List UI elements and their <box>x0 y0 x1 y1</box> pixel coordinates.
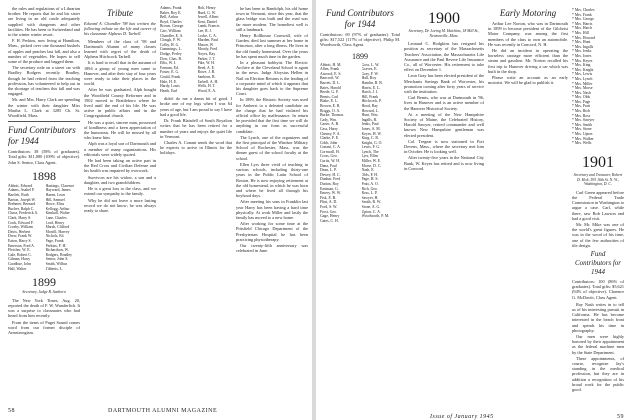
paragraph: Carl Bemis, who was at Dartmouth in '96, lives in Hanover and is an active member of the Hanover Historical Society. <box>404 95 484 111</box>
name-entry: Senior, John S. <box>45 257 69 262</box>
name-entry: King, C. B. <box>361 136 379 141</box>
name-entry: Carr, William <box>160 28 181 33</box>
right-col-4 <box>572 150 624 393</box>
class-secretary: Secretary and Treasurer, Robert D. Holt, 593 16th St. N. W., Washington, D. C. <box>573 173 623 187</box>
name-entry: * Mrs. Smith <box>572 122 592 127</box>
name-entry: Emerson, Fred A. <box>8 243 35 248</box>
name-entry: * Mrs. Jones <box>572 53 592 58</box>
name-entry: Sanborn, B. <box>197 74 216 79</box>
name-entry: Cook, Edward F. <box>8 220 34 225</box>
name-entry: Blake, E. L. <box>320 99 339 104</box>
paragraph: From the items of Puget Sound comes word from our former disciple of Armstrongism. <box>8 319 80 335</box>
name-entry: Locke, C. A. <box>197 33 217 38</box>
name-entry: Curtis, W. H. <box>320 159 340 164</box>
name-entry: Dow, Chas. B. <box>160 56 183 61</box>
name-entry: Harris, E. L. <box>361 85 381 90</box>
name-entry: Richardson, W. <box>45 248 69 253</box>
right-col-1 <box>320 6 400 223</box>
name-entry: Dana, Paul <box>320 163 337 168</box>
name-entry: Bowen, E. R. <box>320 103 341 108</box>
tribute-intro: Edward A. Chandler '98 has written the following tribute on the life and career of his classmate Alpheus D. Tarbell. <box>84 21 156 37</box>
name-entry: Flint, A. D. <box>320 200 338 205</box>
class-secretary: Secretary, Judge B. Sanborn <box>22 290 66 295</box>
name-entry: Morse, D. C. <box>361 163 382 168</box>
name-entry: Clough, F. W. <box>160 38 181 43</box>
contributor-list <box>160 6 232 93</box>
paragraph: It is hard to recall that in the autumn of 1894 a group of young men came to Hanover, and after their stay of four years were ready to take their places in the world. <box>84 60 156 87</box>
divider <box>8 121 80 122</box>
name-entry: Holt, Henry <box>197 6 216 10</box>
name-entry: * Mrs. Keyes <box>572 58 593 63</box>
name-entry: Dodge, Perley <box>160 51 182 56</box>
right-col-2 <box>404 6 484 172</box>
name-entry: Hazen, Leon <box>45 193 65 198</box>
name-entry: Lewis, F. G. <box>361 145 381 150</box>
paragraph: After twenty-five years in the National City Bank, W. Keyes has retired and is now living in Concord. <box>404 155 484 171</box>
name-entry: * Mrs. Frank <box>572 12 592 17</box>
name-entry: Eaton, Harry S. <box>8 239 32 243</box>
fund-summary: Contributors: 38 (58% of graduates). Total gifts: $11,080 (109% of objective). John S. Senior, Class Agent. <box>8 149 80 165</box>
paragraph: Please write an account as an early motorist. We will be glad to publish it. <box>488 75 568 86</box>
name-entry: Moody, Fred <box>197 47 218 52</box>
name-entry: Pratt, A. O. <box>361 182 379 187</box>
name-entry: Dutton, Roy <box>320 182 339 187</box>
name-entry: Colby, H. G. <box>160 42 180 47</box>
name-entry: Chase, Frederick A. <box>8 211 39 216</box>
name-entry: Gould, Frank <box>160 74 181 79</box>
name-entry: * Mrs. Lewis <box>572 72 593 77</box>
name-entry: Bartlett, Ruth <box>8 193 29 198</box>
fund-heading: Fund Contributors for 1944 <box>326 8 394 29</box>
name-entry: Knight, G. O. <box>361 140 383 145</box>
name-entry: * Mrs. Knight <box>572 67 594 72</box>
name-entry: * Mrs. Howard <box>572 35 596 40</box>
name-entry: Cass, Harry <box>320 126 338 131</box>
name-entry: Olds, F. H. <box>361 172 378 177</box>
name-entry: Emery, W. W. <box>320 191 341 196</box>
paragraph: Col. Tregear is now stationed in Fort Devens, Mass., where the secretary met him in October. He is looking well. <box>404 138 484 155</box>
page-number: 58 <box>8 408 15 414</box>
name-entry: Farnum, Ed. <box>160 65 179 70</box>
name-entry: Perkins, F. H. <box>45 243 67 248</box>
name-entry: Boyd, Charles <box>160 19 182 24</box>
paragraph: He is a great loss to the class, and we extend our sympathy to the family. <box>84 186 156 197</box>
name-entry: * Mrs. Lynch <box>572 76 593 81</box>
paragraph: Ellen Lyrs three vivid of teaching in various schools, including thirty-one years in the Public Latin School of Boston. He is now enjoying retirement at the old homestead, in which he was born and where he lived all through his boyhood days. <box>236 161 308 199</box>
name-entry: Smith, R. W. <box>361 200 382 205</box>
name-entry: Briggs, O. A. <box>320 108 341 113</box>
paragraph: Our men were highly honored by their appointment as the federal machine men by the State Department. <box>572 334 624 355</box>
contributor-list <box>320 63 400 224</box>
paragraph: The New York Times, Aug. 20, reported the death of F. W. Wunderlich. It was a surprise to classmates who had heard from him recently. <box>8 297 80 319</box>
name-entry: Atwood, E. S. <box>320 71 342 76</box>
right-page <box>314 0 628 420</box>
name-entry: Rowe, J. B. <box>197 70 216 75</box>
name-entry: Ross, L. P. <box>361 191 378 196</box>
name-entry: Lane, Charles <box>45 216 67 221</box>
paragraph: Survivors are his widow, a son and a daughter, and two grandchildren. <box>84 174 156 185</box>
fund-heading: Fund Contributors for 1944 <box>574 250 622 277</box>
name-entry: Tibbetts, L. <box>45 266 63 271</box>
name-entry: * Mrs. Rich <box>572 109 591 114</box>
name-entry: Wells, H. T. <box>197 84 216 89</box>
name-entry: Barrett, D. L. <box>320 80 341 85</box>
name-entry: Kellogg, Arthur <box>45 206 70 211</box>
paragraph: After he was graduated, Alph bought the Woodfield County Reformer and in 1902 moved to Brattleboro where he lived until the end of his life. He was active in public affairs and in the Congregational church. <box>84 87 156 119</box>
paragraph: Arthur Lee Norton, who was in Dartmouth in 1899 to become president of the Gilchrist Motor Company, was among the first members of the class to own an automobile. He was recently in Concord, N. H. <box>488 21 568 47</box>
name-entry: Gilman, Harry <box>8 257 31 262</box>
left-col-2 <box>84 6 156 214</box>
name-entry: Dean, L. P. <box>320 168 337 173</box>
paragraph: Why he did not leave a more lasting record we do not know; he was always ready to share. <box>84 197 156 213</box>
name-entry: * Mrs. Pratt <box>572 104 591 109</box>
name-entry: Hill, Frank <box>361 94 379 99</box>
page-number: 59 <box>617 414 624 420</box>
name-entry: Hitchcock, P. <box>361 99 382 104</box>
name-entry: Upton, C. A. <box>361 209 381 214</box>
name-entry: Dunbar, Fred <box>320 177 341 182</box>
paragraph: Leon Gray has been elected president of the Merchants Savings Bank of Worcester, his promotion coming after forty years of service with the institution. <box>404 73 484 95</box>
name-entry: Rich, Geo. <box>361 186 378 191</box>
fund-summary: Contributors: 69 (97% of graduates). Total gifts: $17,522 (117% of objective). Philip M. Woodworth, Class Agent. <box>320 32 400 48</box>
name-entry: Clark, Harry S. <box>8 216 32 221</box>
name-entry: Rodgers, Bradley <box>45 252 73 257</box>
name-entry: Brown, George <box>160 24 184 29</box>
fund-summary: Contributors: 100 (86% of graduates). Total gifts: $5,621 (94% of objective). Clarence G. McDavitt, Class Agent. <box>572 279 624 300</box>
name-entry: Eastman, G. <box>320 186 339 191</box>
name-entry: Hamlin, B. B. <box>361 80 383 85</box>
name-entry: * Mrs. Nash <box>572 90 591 95</box>
name-entry: Clarke, F. E. <box>320 136 339 141</box>
name-entry: Wood, E. A. <box>197 88 217 93</box>
name-entry: Fisk, E. B. <box>320 195 337 200</box>
name-entry: Cobb, John <box>320 140 338 145</box>
paragraph: He did an incident in operating the horseless carriage more efficient than the steam and gasoline. Mr. Norton recalled his first trip to Hanover driving a car which was built in the shop. <box>488 48 568 74</box>
name-entry: Hurd, G. W. <box>197 10 216 15</box>
paragraph: Dr. Frank Blaisdell of South Royalton writes that he has been retired for a number of years and enjoys the quiet life in Vermont. <box>160 118 232 139</box>
left-col-1 <box>8 6 80 336</box>
paragraph: The Lynch, one of the organizers and the first principal of the Windsor Military School of Rochester, Mass. was the dinner guest of the school faculty at the school. <box>236 134 308 161</box>
name-entry: Abbott, H. M. <box>320 62 342 67</box>
name-entry: Cummings, L. <box>160 47 182 52</box>
name-entry: * Mrs. Walker <box>572 136 594 141</box>
name-entry: * Mrs. George <box>572 17 594 22</box>
name-entry: Keyes, H. W. <box>361 131 382 136</box>
left-col-3 <box>160 6 232 157</box>
name-entry: * Mrs. Wells <box>572 141 592 146</box>
class-year-heading: 1899 <box>32 275 56 290</box>
name-entry: * Mrs. Ingalls <box>572 44 594 49</box>
name-entry: Conant, C. A. <box>320 145 341 150</box>
name-entry: Carter, A. B. <box>320 122 340 127</box>
name-entry: * Mrs. Sawyer <box>572 118 595 123</box>
name-entry: Crosby, William <box>8 225 33 230</box>
name-entry: Smith, Wilbur <box>45 261 68 266</box>
name-entry: Hood, Ray <box>361 103 378 108</box>
name-entry: * Mrs. King <box>572 63 591 68</box>
paragraph: At a meeting of the New Hampshire Society of Maine, the Celebrated History, Harold Sawyer, retired commander and well known New Hampshire gentleman was elected president. <box>404 111 484 138</box>
name-entry: Hill, Samuel <box>45 197 65 202</box>
name-entry: Hayward, James <box>45 188 71 193</box>
name-entry: * Mrs. Hill <box>572 30 589 35</box>
class-secretary: Secretary, Dr. Loring M. Hutchins, 18 Mill St., Newtonville, Mass. <box>408 29 480 38</box>
name-entry: Nichols, Ed. <box>45 234 65 239</box>
name-entry: Gray, F. W. <box>361 71 379 76</box>
name-entry: Morrill, Harvey <box>45 229 70 234</box>
left-col-4 <box>236 6 308 254</box>
name-entry: Gale, Robert C. <box>8 252 32 257</box>
name-entry: Hastings, Clarence <box>45 183 75 188</box>
name-entry: Foster, E. G. <box>160 70 180 75</box>
name-entry: * Mrs. Page <box>572 99 591 104</box>
name-entry: Jones, A. M. <box>361 126 381 131</box>
name-entry: Goss, L. W. <box>361 62 380 67</box>
paragraph: He was a quiet, sincere man, possessed of kindliness and a keen appreciation of the humorous. He will be missed by all who knew him. <box>84 119 156 141</box>
paragraph: Members of the class of '98 and Dartmouth Alumni of many classes learned with regret of the death of Alpheus Hitchcock Tarbell. <box>84 38 156 60</box>
name-entry: * Mrs. Miller <box>572 81 593 86</box>
name-entry: Burke, Thomas <box>320 113 344 118</box>
name-entry: Page, H. S. <box>361 177 379 182</box>
name-entry: Goodhue, John <box>8 261 31 266</box>
name-entry: Mason, W. <box>197 42 214 47</box>
name-entry: Heath, Earl <box>160 88 178 93</box>
name-entry: Ellis, W. J. <box>160 61 177 66</box>
paragraph: didn't do me a damn bit of good. I broke one of my legs when I was 64 years of age, but I am proud to say I have had a good life. <box>160 96 232 117</box>
name-entry: Tarbell, A. H. <box>197 79 219 84</box>
paragraph: Mr. and Mrs. Harry Clark are spending the winter with their daughter Miss Martha L. Clark at 3285 Ch. St. Woodfield, Mass. <box>8 97 80 119</box>
name-entry: Kimball, Walter <box>45 211 70 216</box>
magazine-title: DARTMOUTH ALUMNI MAGAZINE <box>108 408 218 414</box>
name-entry: Brehmer, Bernard <box>8 202 36 207</box>
name-entry: Hunt, Wm. <box>361 113 379 118</box>
name-entry: Dewey, H. C. <box>320 172 341 177</box>
name-entry: Pike, W. H. <box>197 61 215 66</box>
paragraph: In 1899, the Historic Society was used for Amherst to a defeated candidate on the charge that he had violated his official office by malfeasance. In return he provided that the first time we will do anything in our form as successful candidate. <box>236 97 308 134</box>
motoring-heading: Early Motoring <box>499 8 557 18</box>
right-col-3 <box>488 6 568 86</box>
paragraph: These appointments, of course, recognize Jay's standing in the medical profession, but they are in addition a recognition of his broad work for the public good. <box>572 355 624 393</box>
name-entry: Gates, C. H. <box>320 218 339 223</box>
name-entry: Woodworth, P. M. <box>361 214 390 219</box>
name-entry: * Mrs. Morse <box>572 86 593 91</box>
name-entry: Davis, Herbert <box>8 229 31 234</box>
issue-title: Issue of January 1945 <box>430 414 494 420</box>
name-entry: Cady, Wm. <box>320 117 338 122</box>
name-entry: Gage, Henry <box>320 214 340 219</box>
name-entry: Lord, Henry <box>45 220 65 225</box>
name-entry: Sawyer, H. <box>361 195 379 200</box>
name-entry: Bemis, Carl <box>320 94 339 99</box>
name-entry: Lyrs, Ellen <box>361 154 379 159</box>
name-entry: * Mrs. Ross <box>572 113 591 118</box>
name-entry: Fletcher, W. E. <box>8 248 31 253</box>
name-entry: Bates, Harold <box>320 85 341 90</box>
name-entry: Reed, A. E. <box>197 65 215 70</box>
contributor-list <box>8 184 80 271</box>
name-entry: Kent, Daniel <box>197 19 217 24</box>
memorial-list <box>572 8 624 146</box>
paragraph: After working for some time at the Pittsfield Chicago Department of the Presbyterian Hospital he has been practicing physiotherapy. <box>236 221 308 242</box>
name-entry: Lynch, The <box>361 149 379 154</box>
name-entry: Marsh, Clifford <box>45 225 70 230</box>
name-entry: Beede, G. F. <box>320 90 339 95</box>
paragraph: Leonard C. Hodgkins has resigned his position as secretary of the Massachusetts Teachers' Association, the Massachusetts Life Assurance and the Paul Revere Life Insurance Co., all of Worcester. His retirement to take effect on December 1. <box>404 41 484 73</box>
name-entry: Frost, Geo. <box>320 209 337 214</box>
name-entry: * Mrs. Olds <box>572 95 591 100</box>
name-entry: Cornwall, H. <box>320 149 340 154</box>
paragraph: Ray Nash writes in to tell us of his interesting pursuit in California. He has become interested in the beach front and spends his time in photography. <box>572 301 624 333</box>
name-entry: Graves, E. <box>361 67 378 72</box>
paragraph: He had been taking an active part in the Red Cross and Civilian Defense and his health was impaired by overwork. <box>84 158 156 174</box>
name-entry: Howe, Elias <box>45 202 65 207</box>
name-entry: Baker, Roy E. <box>160 10 182 15</box>
paragraph: F. H. Perkins, now living at Hamilton, Mass., picked over one thousand bushels of apples and peaches last fall, and also a number of vegetables. He hopes to sell some of the produce and bagged them. <box>8 38 80 65</box>
name-entry: Hatch, J. J. <box>361 90 379 95</box>
name-entry: Chandler, E. A. <box>160 33 184 38</box>
name-entry: * Mrs. Hatch <box>572 26 592 31</box>
name-entry: Ford, S. W. <box>320 205 338 210</box>
name-entry: Page, Frank <box>45 239 64 243</box>
paragraph: Henry Rollhouse Cornwall, wife of Garden, died last summer at her home in Princeton, after a long illness. He lives in the old family homestead. Over the years he has spent much time in the garden. <box>236 33 308 59</box>
name-entry: Bancroft, W. <box>320 76 340 81</box>
paragraph: the rules and regulations of a Librarian brother. He reports that he and his sister are living in an old castle adequately supplied with dungeons and other facilities. He has been to Switzerland and to the winter winter resort. <box>8 6 80 38</box>
name-entry: Ingalls, R. <box>361 117 378 122</box>
name-entry: Hale, H. E. <box>160 79 177 84</box>
name-entry: Cross, Geo. <box>320 154 338 159</box>
name-entry: Jewell, Albert <box>197 15 219 20</box>
name-entry: Jenks, Paul <box>361 122 379 127</box>
name-entry: Bell, Arthur <box>160 15 179 20</box>
name-entry: Allen, Frank <box>320 67 340 72</box>
name-entry: Marden, Paul <box>197 38 218 43</box>
paragraph: Alph was a loyal son of Dartmouth and a member of many organizations. His editorials were widely quoted. <box>84 141 156 157</box>
name-entry: * Mrs. Upton <box>572 132 593 137</box>
name-entry: Miller, W. E. <box>361 159 382 164</box>
class-year-heading: 1899 <box>352 51 368 61</box>
name-entry: Bucher, Ralph C. <box>8 206 35 211</box>
paragraph: Carl Green appeared before the Federal Trade Commission in Washington to argue a case. Carl, while there, saw Bob Lawson and had a good visit. <box>572 189 624 221</box>
paragraph: After meeting his sons in Franklin last year Harry has been having a hard time physically. At work Miller and lastly the family has moved to a new home. <box>236 199 308 220</box>
name-entry: Howard, L. <box>361 108 379 113</box>
class-year-heading: 1900 <box>428 10 460 27</box>
name-entry: Abbott, Edward <box>8 183 33 188</box>
name-entry: Adams, Frank <box>160 6 182 10</box>
name-entry: Noyes, Ray <box>197 51 216 56</box>
name-entry: Adams, Asahel F. <box>8 188 35 193</box>
fund-heading: Fund Contributors for 1944 <box>8 125 76 147</box>
name-entry: * Mrs. Hunt <box>572 40 591 45</box>
name-entry: * Mrs. Charles <box>572 8 595 12</box>
paragraph: In a pleasant hobbyist The Electric Archive at the Cleveland School is again in the news. Judge Aloysius Hellen in Nail on Election Returns is the leading of a corporate mind of which it appears that his daughter goes back to the Supreme Court. <box>236 60 308 97</box>
name-entry: Barton, Joseph W. <box>8 197 36 202</box>
paragraph: The secretary rode on a street car with Bradley Rodgers recently. Bradley, though he had retired from the teaching profession, has volunteered to help out in the shortage of teachers this fall and was engaged. <box>8 65 80 97</box>
name-entry: * Mrs. Harris <box>572 21 593 26</box>
paragraph: Our twenty-fifth anniversary was celebrated in June. <box>236 242 308 254</box>
class-year-heading: 1898 <box>32 168 56 183</box>
name-entry: Hall, Walter <box>8 266 27 271</box>
tribute-heading: Tribute <box>106 8 133 18</box>
name-entry: Stone, A. G. <box>361 205 381 210</box>
name-entry: Hall, Roy <box>361 76 377 81</box>
name-entry: Lee, R. J. <box>197 28 212 33</box>
name-entry: * Mrs. Stone <box>572 127 592 132</box>
name-entry: Hardy, Louis <box>160 84 180 89</box>
paragraph: Mr. Mr. Mike was one of the world's great figures. He was in the wood of his time, one of the few authorities of tile design. <box>572 222 624 248</box>
class-year-heading: 1901 <box>582 154 614 171</box>
name-entry: Drew, Frank W. <box>8 234 33 239</box>
name-entry: Lamb, Francis <box>197 24 220 29</box>
name-entry: Cheney, F. A. <box>320 131 341 136</box>
name-entry: Nash, E. <box>361 168 375 173</box>
paragraph: Charles A. Conant sends the word that he expects to arrive in Illinois for the holidays. <box>160 139 232 156</box>
name-entry: * Mrs. Jenks <box>572 49 592 54</box>
paragraph: he has been to Randolph, his old home town in Vermont, since this year, that the glass bridge was built and the road was far more modern. The homeliest well is still a landmark. <box>236 6 308 32</box>
name-entry: Parker, J. T. <box>197 56 216 61</box>
page-footer <box>8 408 308 414</box>
